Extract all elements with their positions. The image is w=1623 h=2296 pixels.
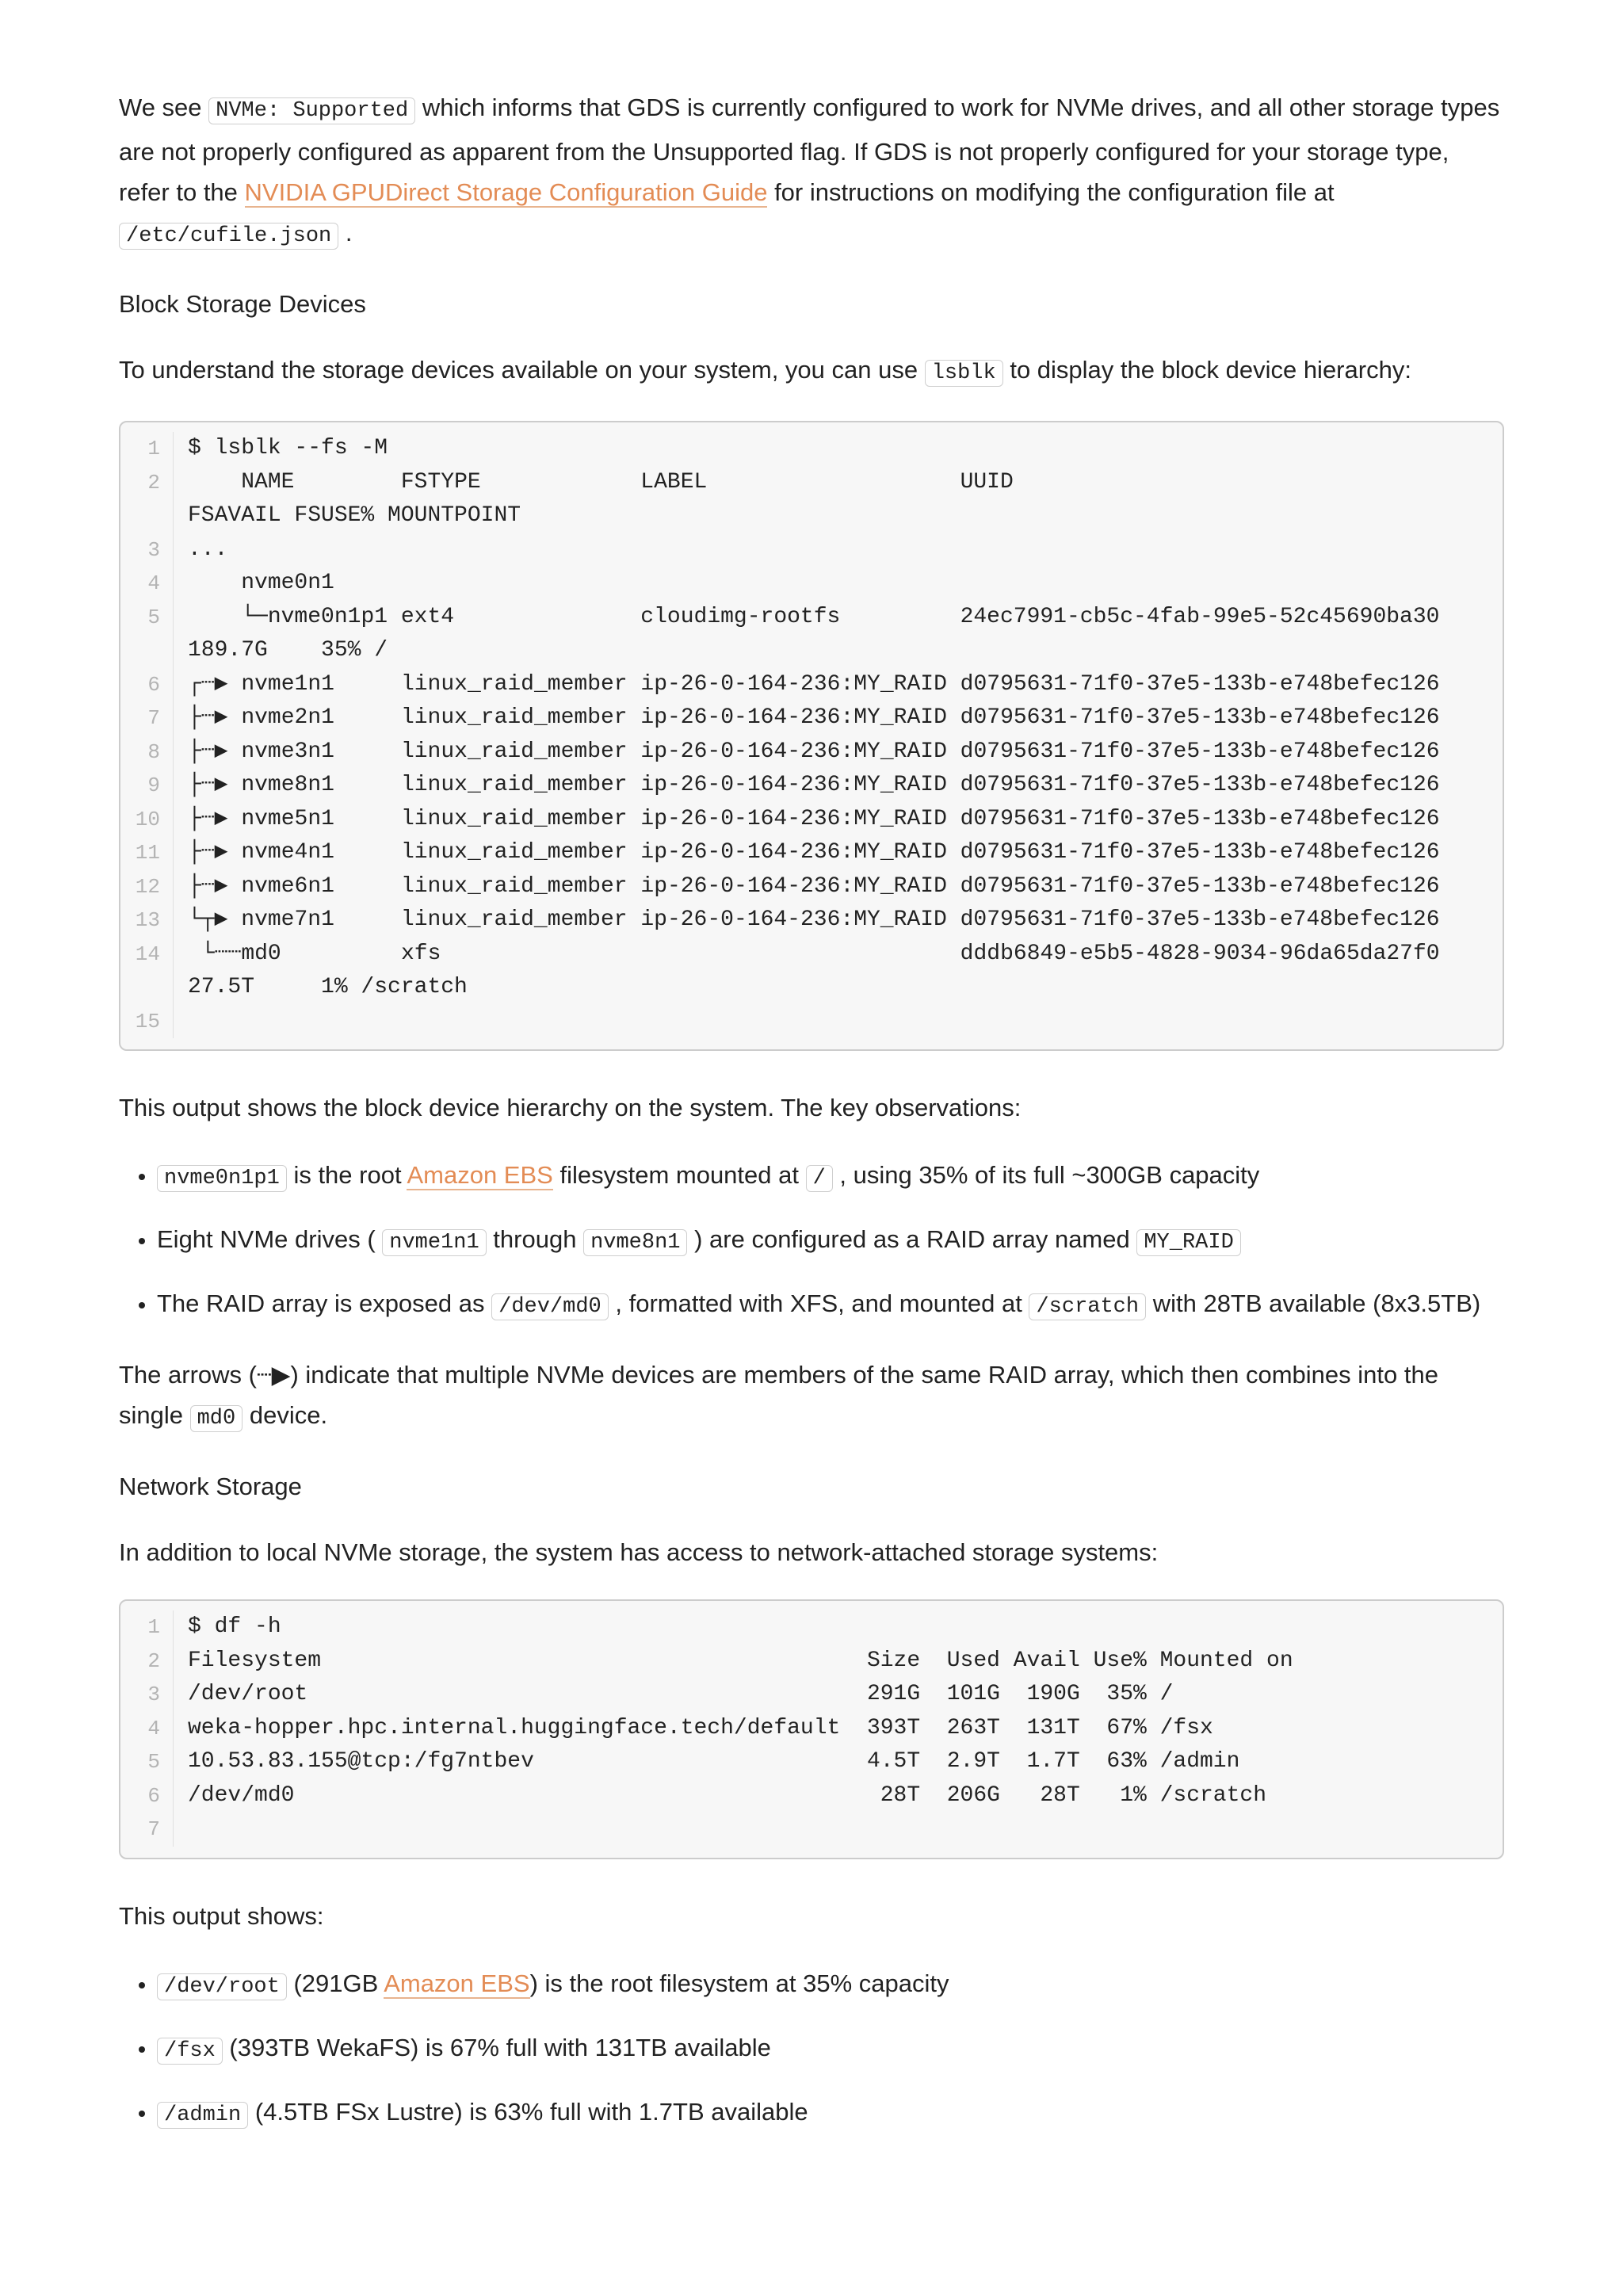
code-line bbox=[120, 1610, 1503, 1645]
df-code-block[interactable] bbox=[119, 1599, 1504, 1859]
line-number: 11 bbox=[135, 841, 160, 865]
code-line bbox=[120, 1712, 1503, 1746]
code-text: NAME FSTYPE LABEL UUID FSAVAIL FSUSE% MOUNTPOINT bbox=[173, 466, 1503, 533]
code-text: $ df -h bbox=[173, 1610, 1503, 1645]
line-number: 5 bbox=[147, 605, 160, 629]
inline-code: lsblk bbox=[925, 360, 1003, 387]
amazon-ebs-link[interactable]: Amazon EBS bbox=[407, 1161, 553, 1189]
line-number: 8 bbox=[147, 739, 160, 764]
code-line bbox=[120, 938, 1503, 1005]
code-line bbox=[120, 567, 1503, 601]
observations-intro: This output shows the block device hierarchy on the system. The key observations: bbox=[119, 1094, 1022, 1121]
text: device. bbox=[242, 1401, 328, 1429]
text: through bbox=[486, 1225, 584, 1253]
text: The arrows (┈▶) indicate that multiple NVMe devices are members of the same RAID array, which then combines into the single bbox=[119, 1361, 1438, 1429]
code-text: ├┈▶ nvme2n1 linux_raid_member ip-26-0-164-236:MY_RAID d0795631-71f0-37e5-133b-e748befec126 bbox=[173, 701, 1503, 735]
amazon-ebs-link[interactable]: Amazon EBS bbox=[384, 1969, 530, 1997]
code-text: ├┈▶ nvme3n1 linux_raid_member ip-26-0-164-236:MY_RAID d0795631-71f0-37e5-133b-e748befec126 bbox=[173, 735, 1503, 770]
code-text: ... bbox=[173, 533, 1503, 567]
inline-code: nvme8n1 bbox=[583, 1229, 687, 1256]
text: We see bbox=[119, 94, 209, 121]
text: The RAID array is exposed as bbox=[157, 1289, 492, 1317]
inline-code: /dev/md0 bbox=[491, 1293, 609, 1320]
code-line bbox=[120, 769, 1503, 803]
code-line bbox=[120, 701, 1503, 735]
code-line bbox=[120, 432, 1503, 466]
observations-list bbox=[119, 1155, 1504, 1328]
code-line bbox=[120, 735, 1503, 770]
line-number: 2 bbox=[147, 470, 160, 495]
text: . bbox=[338, 219, 353, 246]
text: To understand the storage devices available on your system, you can use bbox=[119, 356, 925, 384]
code-line bbox=[120, 668, 1503, 702]
text: (4.5TB FSx Lustre) is 63% full with 1.7TB available bbox=[248, 2097, 808, 2126]
arrows-paragraph bbox=[119, 1354, 1504, 1439]
text: (393TB WekaFS) is 67% full with 131TB available bbox=[222, 2033, 771, 2061]
code-text bbox=[173, 1813, 1503, 1847]
line-number: 9 bbox=[147, 774, 160, 797]
text: ) are configured as a RAID array named bbox=[687, 1225, 1137, 1253]
text: (291GB bbox=[286, 1969, 384, 1997]
list-item bbox=[157, 1963, 1504, 2008]
code-text: ├┈▶ nvme6n1 linux_raid_member ip-26-0-164-236:MY_RAID d0795631-71f0-37e5-133b-e748befec126 bbox=[173, 870, 1503, 904]
line-number: 4 bbox=[147, 1716, 160, 1740]
inline-code: nvme1n1 bbox=[382, 1229, 486, 1256]
lsblk-code-block[interactable] bbox=[119, 421, 1504, 1051]
code-line bbox=[120, 601, 1503, 668]
list-item bbox=[157, 2027, 1504, 2072]
code-text bbox=[173, 1005, 1503, 1039]
line-number: 2 bbox=[147, 1648, 160, 1673]
line-number: 3 bbox=[147, 537, 160, 562]
block-storage-heading: Block Storage Devices bbox=[119, 290, 366, 318]
text: for instructions on modifying the configuration file at bbox=[767, 178, 1335, 206]
code-line bbox=[120, 466, 1503, 533]
list-item bbox=[157, 1283, 1504, 1328]
line-number: 12 bbox=[135, 874, 160, 899]
inline-code: / bbox=[806, 1165, 833, 1192]
text: filesystem mounted at bbox=[552, 1161, 806, 1189]
line-number: 7 bbox=[147, 1817, 160, 1841]
code-line bbox=[120, 1005, 1503, 1039]
code-line bbox=[120, 1678, 1503, 1712]
inline-code: md0 bbox=[190, 1405, 243, 1432]
inline-code: /scratch bbox=[1029, 1293, 1146, 1320]
code-text: ├┈▶ nvme8n1 linux_raid_member ip-26-0-164-236:MY_RAID d0795631-71f0-37e5-133b-e748befec126 bbox=[173, 769, 1503, 803]
text: is the root bbox=[286, 1161, 407, 1189]
code-line bbox=[120, 870, 1503, 904]
gds-config-guide-link[interactable]: NVIDIA GPUDirect Storage Configuration Guide bbox=[244, 178, 768, 206]
code-line bbox=[120, 1645, 1503, 1679]
code-line bbox=[120, 803, 1503, 837]
text: , formatted with XFS, and mounted at bbox=[608, 1289, 1029, 1317]
text: with 28TB available (8x3.5TB) bbox=[1146, 1289, 1481, 1317]
line-number: 6 bbox=[147, 672, 160, 697]
text: to display the block device hierarchy: bbox=[1002, 356, 1411, 384]
code-text: $ lsblk --fs -M bbox=[173, 432, 1503, 466]
intro-paragraph bbox=[119, 87, 1504, 257]
inline-code: NVMe: Supported bbox=[208, 97, 415, 124]
code-text: nvme0n1 bbox=[173, 567, 1503, 601]
line-number: 10 bbox=[135, 807, 160, 831]
text: , using 35% of its full ~300GB capacity bbox=[832, 1161, 1260, 1189]
code-text: /dev/md0 28T 206G 28T 1% /scratch bbox=[173, 1779, 1503, 1813]
network-storage-heading: Network Storage bbox=[119, 1473, 302, 1500]
text: which informs that GDS is currently configured to work for NVMe drives, and all other storage types are not properly configured as apparent from the Unsupported flag. If GDS is not properly configured for your storage type, refer to the bbox=[119, 94, 1500, 206]
code-text: Filesystem Size Used Avail Use% Mounted on bbox=[173, 1645, 1503, 1679]
line-number: 7 bbox=[147, 706, 160, 730]
code-text: └┈┈md0 xfs dddb6849-e5b5-4828-9034-96da65da27f0 27.5T 1% /scratch bbox=[173, 938, 1503, 1005]
list-item bbox=[157, 1219, 1504, 1263]
code-line bbox=[120, 836, 1503, 870]
line-number: 13 bbox=[135, 908, 160, 932]
code-text: ┌┈▶ nvme1n1 linux_raid_member ip-26-0-164-236:MY_RAID d0795631-71f0-37e5-133b-e748befec126 bbox=[173, 668, 1503, 702]
code-text: └┬▶ nvme7n1 linux_raid_member ip-26-0-164-236:MY_RAID d0795631-71f0-37e5-133b-e748befec126 bbox=[173, 904, 1503, 938]
df-intro: This output shows: bbox=[119, 1901, 324, 1930]
code-text: /dev/root 291G 101G 190G 35% / bbox=[173, 1678, 1503, 1712]
df-observations-list bbox=[119, 1963, 1504, 2136]
line-number: 14 bbox=[135, 942, 160, 966]
inline-code: /admin bbox=[157, 2102, 248, 2129]
list-item bbox=[157, 1155, 1504, 1199]
code-text: 10.53.83.155@tcp:/fg7ntbev 4.5T 2.9T 1.7T 63% /admin bbox=[173, 1745, 1503, 1779]
line-number: 5 bbox=[147, 1750, 160, 1774]
block-intro-paragraph bbox=[119, 350, 1504, 394]
inline-code: /dev/root bbox=[157, 1973, 287, 2000]
code-line bbox=[120, 904, 1503, 938]
inline-code: /etc/cufile.json bbox=[119, 223, 338, 250]
line-number: 1 bbox=[147, 1615, 160, 1639]
line-number: 3 bbox=[147, 1683, 160, 1706]
text: ) is the root filesystem at 35% capacity bbox=[529, 1969, 949, 1997]
network-intro-paragraph: In addition to local NVMe storage, the system has access to network-attached storage systems: bbox=[119, 1538, 1159, 1566]
text: Eight NVMe drives ( bbox=[157, 1225, 383, 1253]
code-text: ├┈▶ nvme5n1 linux_raid_member ip-26-0-164-236:MY_RAID d0795631-71f0-37e5-133b-e748befec126 bbox=[173, 803, 1503, 837]
code-text: weka-hopper.hpc.internal.huggingface.tech/default 393T 263T 131T 67% /fsx bbox=[173, 1712, 1503, 1746]
code-text: ├┈▶ nvme4n1 linux_raid_member ip-26-0-164-236:MY_RAID d0795631-71f0-37e5-133b-e748befec126 bbox=[173, 836, 1503, 870]
line-number: 1 bbox=[147, 437, 160, 460]
line-number: 15 bbox=[135, 1009, 160, 1033]
line-number: 6 bbox=[147, 1783, 160, 1808]
code-line bbox=[120, 1745, 1503, 1779]
inline-code: nvme0n1p1 bbox=[157, 1165, 287, 1192]
line-number: 4 bbox=[147, 571, 160, 595]
list-item bbox=[157, 2092, 1504, 2136]
code-line bbox=[120, 1813, 1503, 1847]
code-line bbox=[120, 533, 1503, 567]
code-line bbox=[120, 1779, 1503, 1813]
inline-code: /fsx bbox=[157, 2038, 223, 2065]
code-text: └─nvme0n1p1 ext4 cloudimg-rootfs 24ec7991-cb5c-4fab-99e5-52c45690ba30 189.7G 35% / bbox=[173, 601, 1503, 668]
inline-code: MY_RAID bbox=[1136, 1229, 1240, 1256]
